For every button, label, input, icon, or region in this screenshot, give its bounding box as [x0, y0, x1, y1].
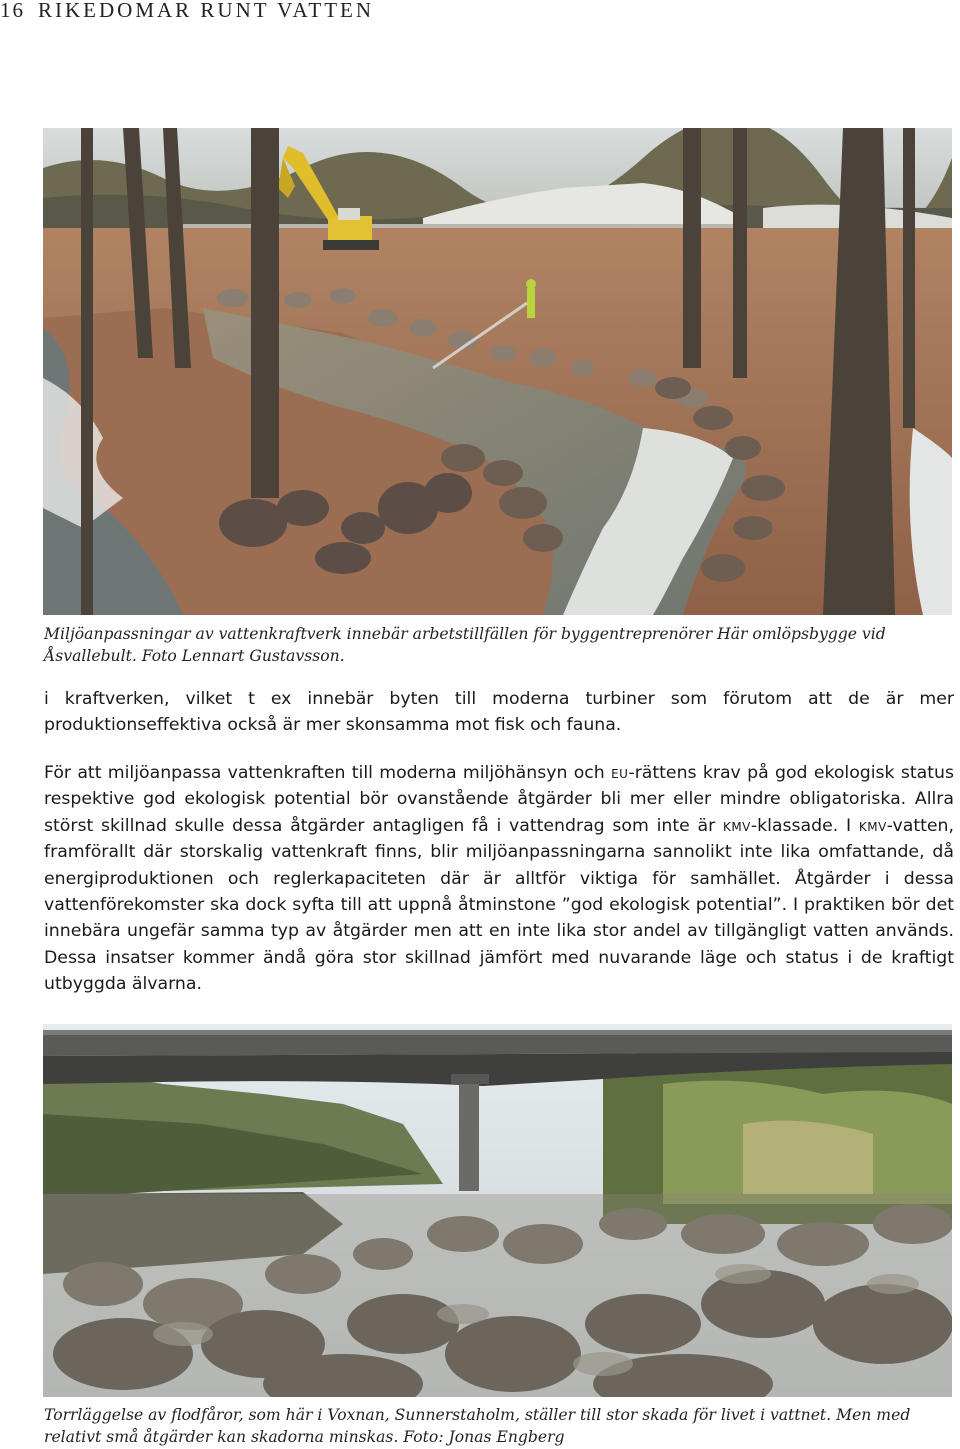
body-paragraph-1: i kraftverken, vilket t ex innebär byten till moderna turbiner som förutom att de är mer produktionseffektiva också är mer skonsamma mot fisk och fauna.	[44, 689, 954, 736]
photo-caption-dry-riverbed: Torrläggelse av flodfåror, som här i Voxnan, Sunnerstaholm, ställer till stor skada för livet i vattnet. Men med relativt små åtgärder kan skadorna minskas. Foto: Jonas Engberg	[44, 1406, 911, 1446]
running-header	[0, 0, 960, 24]
abbr-kmv: kmv	[722, 815, 751, 836]
body-paragraph-2	[44, 760, 954, 998]
para2-text-b: -rättens krav på god ekologisk status respektive god ekologisk potential bör ovanstående åtgärder bli mer eller mindre obligatoriska. Allra störst skillnad skulle dessa åtgärder antagligen få i vattendrag som inte är	[44, 763, 954, 836]
abbr-kmv: kmv	[858, 815, 887, 836]
para2-text-d: -vatten, framförallt där storskalig vattenkraft finns, blir miljöanpassningarna sannolikt inte lika omfattande, då energiproduktionen och reglerkapaciteten där är alltför viktiga för samhället. Åtgärder i dessa vattenförekomster ska dock syfta till att uppnå åtminstone ”god ekologisk potential”. I praktiken bör det innebära ungefär samma typ av åtgärder men att en inte lika stor andel av tillgängligt vatten används. Dessa insatser kommer ändå göra stor skillnad jämfört med nuvarande läge och status i de kraftigt utbyggda älvarna.	[44, 815, 954, 995]
photo-restoration-site	[43, 128, 952, 615]
page-number: 16	[0, 0, 25, 22]
para2-text-a: För att miljöanpassa vattenkraften till moderna miljöhänsyn och	[44, 763, 612, 783]
para2-text-c: -klassade. I	[750, 815, 859, 836]
abbr-eu: eu	[611, 763, 629, 783]
photo-caption-restoration: Miljöanpassningar av vattenkraftverk innebär arbetstillfällen för byggentreprenörer Här omlöpsbygge vid Åsvallebult. Foto Lennart Gustavsson.	[44, 625, 886, 665]
running-title: RIKEDOMAR RUNT VATTEN	[38, 0, 375, 22]
photo-dry-riverbed	[43, 1024, 952, 1397]
